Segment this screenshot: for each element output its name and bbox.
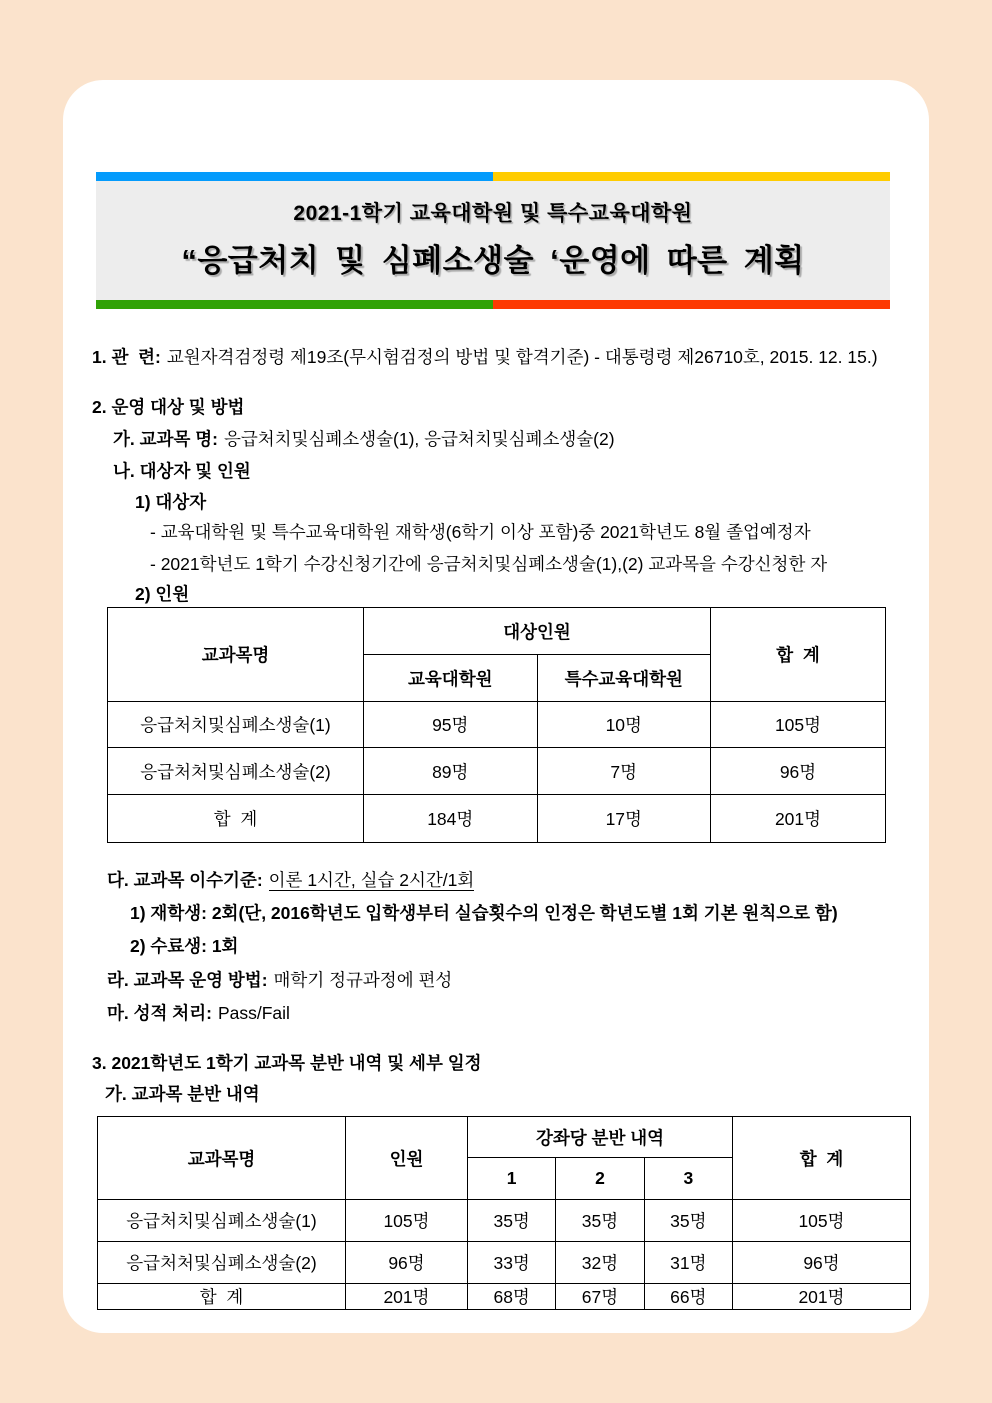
section2-ra-label: 라. 교과목 운영 방법:: [107, 970, 268, 990]
section3-title: 3. 2021학년도 1학기 교과목 분반 내역 및 세부 일정: [92, 1053, 482, 1073]
section2-na-title: 나. 대상자 및 인원: [113, 461, 251, 481]
table-row: [98, 1200, 911, 1242]
division-col-count: 인원: [346, 1117, 468, 1200]
cell-special: 10명: [537, 702, 711, 748]
cell-div1: 68명: [468, 1284, 556, 1310]
table-row: [98, 1242, 911, 1284]
headcount-col-special: 특수교육대학원: [537, 655, 711, 702]
top-bar-blue-segment: [96, 172, 493, 181]
table-row: [108, 748, 886, 795]
cell-div1: 33명: [468, 1242, 556, 1284]
cell-div3: 31명: [644, 1242, 732, 1284]
cell-total: 96명: [733, 1242, 911, 1284]
section2-ma-line: [92, 1003, 929, 1024]
cell-div2: 32명: [556, 1242, 644, 1284]
headcount-col-target: 대상인원: [364, 608, 711, 655]
table-row-total: [98, 1284, 911, 1310]
table-row: [98, 1117, 911, 1158]
table-row-total: [108, 795, 886, 843]
cell-special: 7명: [537, 748, 711, 795]
document-body: [63, 347, 929, 1310]
section2-ra-line: [92, 970, 929, 991]
cell-total: 105명: [733, 1200, 911, 1242]
cell-total: 96명: [711, 748, 886, 795]
headcount-col-total: 합 계: [711, 608, 886, 702]
document-subtitle: 2021-1학기 교육대학원 및 특수교육대학원: [293, 202, 693, 225]
section1-line: [92, 347, 929, 368]
document-card: [63, 80, 929, 1333]
target-dash-1: - 교육대학원 및 특수교육대학원 재학생(6학기 이상 포함)중 2021학년도 8월 졸업예정자: [150, 522, 811, 542]
title-box: [96, 181, 890, 300]
cell-div1: 35명: [468, 1200, 556, 1242]
cell-div3: 35명: [644, 1200, 732, 1242]
section2-da-line: [92, 870, 929, 891]
cell-total: 201명: [733, 1284, 911, 1310]
division-col-subject: 교과목명: [98, 1117, 346, 1200]
target-dash-2: - 2021학년도 1학기 수강신청기간에 응금처치및심폐소생술(1),(2) 교과목을 수강신청한 자: [150, 554, 828, 574]
division-col-total: 합 계: [733, 1117, 911, 1200]
section2-ma-label: 마. 성적 처리:: [107, 1003, 212, 1023]
division-col-group: 강좌당 분반 내역: [468, 1117, 733, 1158]
document-title: “응급처치 및 심폐소생술 ‘운영에 따른 계획: [181, 243, 805, 278]
cell-subject: 응급처치및심폐소생술(1): [108, 702, 364, 748]
cell-div2: 67명: [556, 1284, 644, 1310]
section3-ga-title: 가. 교과목 분반 내역: [105, 1084, 260, 1104]
headcount-heading: 2) 인원: [135, 584, 190, 604]
table-row: [108, 608, 886, 655]
completion-criteria-underlined: 이론 1시간, 실습 2시간/1회: [268, 870, 475, 890]
cell-count: 201명: [346, 1284, 468, 1310]
division-col-2: 2: [556, 1158, 644, 1200]
cell-special: 17명: [537, 795, 711, 843]
cell-count: 96명: [346, 1242, 468, 1284]
table-row: [108, 702, 886, 748]
bottom-bar-green-segment: [96, 300, 493, 309]
cell-subject: 합 계: [108, 795, 364, 843]
cell-grad: 89명: [364, 748, 538, 795]
completed-student-rule: 2) 수료생: 1회: [130, 936, 239, 956]
cell-div2: 35명: [556, 1200, 644, 1242]
cell-subject: 응급처치및심폐소생술(1): [98, 1200, 346, 1242]
section2-ga-line: [92, 429, 929, 450]
section2-ga-label: 가. 교과목 명:: [113, 429, 218, 449]
top-bar-yellow-segment: [493, 172, 890, 181]
cell-grad: 95명: [364, 702, 538, 748]
enrolled-student-rule: 1) 재학생: 2회(단, 2016학년도 입학생부터 실습횟수의 인정은 학년도별 1회 기본 원칙으로 함): [130, 903, 838, 923]
headcount-col-subject: 교과목명: [108, 608, 364, 702]
headcount-col-grad: 교육대학원: [364, 655, 538, 702]
cell-subject: 응급처처및심폐소생술(2): [108, 748, 364, 795]
cell-grad: 184명: [364, 795, 538, 843]
cell-count: 105명: [346, 1200, 468, 1242]
section2-ga-text: 응급처치및심폐소생술(1), 응급처치및심폐소생술(2): [223, 429, 615, 449]
cell-total: 105명: [711, 702, 886, 748]
headcount-table: [107, 607, 886, 843]
section2-title: 2. 운영 대상 및 방법: [92, 397, 245, 417]
bottom-bar-red-segment: [493, 300, 890, 309]
cell-div3: 66명: [644, 1284, 732, 1310]
header-top-bar: [96, 172, 890, 181]
section1-text: 교원자격검정령 제19조(무시험검정의 방법 및 합격기준) - 대통령령 제26710호, 2015. 12. 15.): [166, 347, 878, 367]
cell-total: 201명: [711, 795, 886, 843]
section1-label: 1. 관 련:: [92, 347, 161, 367]
section2-ra-text: 매학기 정규과정에 편성: [273, 970, 453, 990]
target-heading: 1) 대상자: [135, 492, 207, 512]
division-col-3: 3: [644, 1158, 732, 1200]
cell-subject: 합 계: [98, 1284, 346, 1310]
grading-method-text: Pass/Fail: [217, 1003, 290, 1023]
division-col-1: 1: [468, 1158, 556, 1200]
section2-da-label: 다. 교과목 이수기준:: [107, 870, 263, 890]
cell-subject: 응급처처및심폐소생술(2): [98, 1242, 346, 1284]
class-division-table: [97, 1116, 911, 1310]
document-header: [96, 172, 890, 309]
header-bottom-bar: [96, 300, 890, 309]
